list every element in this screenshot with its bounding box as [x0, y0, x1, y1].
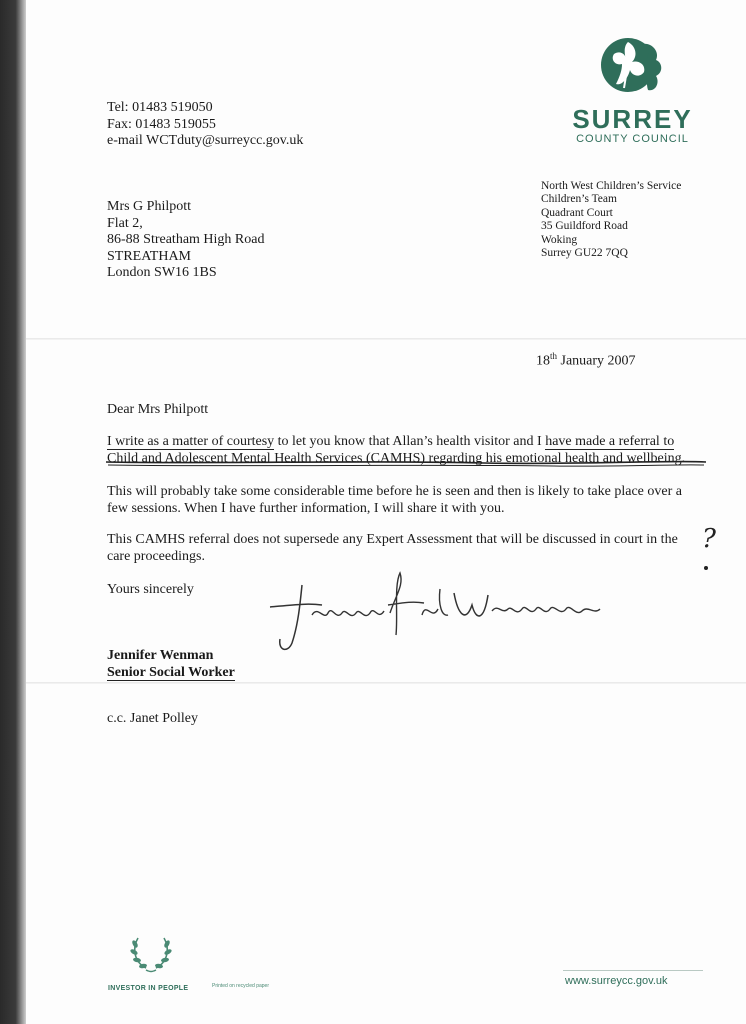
address-line: Flat 2, — [107, 215, 143, 231]
recipient-address — [107, 199, 264, 282]
address-line: Quadrant Court — [541, 206, 613, 219]
handwritten-signature — [262, 565, 607, 660]
website-link: www.surreycc.gov.uk — [565, 975, 668, 987]
letter-date — [536, 351, 636, 370]
address-line: Children’s Team — [541, 193, 617, 206]
address-line: STREATHAM — [107, 248, 192, 264]
carbon-copy: c.c. Janet Polley — [107, 711, 198, 726]
underlined-phrase: have made a referral to — [545, 434, 675, 449]
date-month-year: January 2007 — [557, 353, 636, 369]
handwritten-question-mark: ? — [702, 524, 716, 554]
oak-leaf-icon — [598, 30, 668, 100]
date-day: 18 — [536, 353, 550, 369]
paper-fold — [26, 682, 746, 684]
laurel-wreath-icon — [128, 930, 174, 974]
footer-rule — [563, 970, 703, 971]
handwritten-dot — [704, 566, 708, 570]
paragraph-timeline: This will probably take some considerable time before he is seen and then is likely to take place over a few sessions. When I have further information, I will share it with you. — [107, 484, 682, 516]
scan-edge — [0, 0, 26, 1024]
handwritten-underline — [104, 450, 708, 470]
signer-block — [107, 648, 235, 681]
underlined-phrase: I write as a matter of courtesy — [107, 434, 275, 449]
address-line: Woking — [541, 233, 578, 246]
recycled-paper-note: Printed on recycled paper — [212, 983, 269, 989]
salutation: Dear Mrs Philpott — [107, 402, 209, 417]
address-line: London SW16 1BS — [107, 265, 217, 280]
contact-block — [107, 100, 303, 150]
council-name: SURREY — [572, 104, 693, 134]
closing: Yours sincerely — [107, 582, 194, 597]
council-subtitle: COUNTY COUNCIL — [576, 133, 689, 145]
address-line: Mrs G Philpott — [107, 199, 192, 214]
underlined-phrase: Child and Adolescent Mental Health Services (CAMHS) regarding his emotional health and wellbeing. — [107, 450, 686, 466]
address-line: 86-88 Streatham High Road — [107, 232, 265, 247]
signer-name: Jennifer Wenman — [107, 648, 214, 663]
paragraph-assessment: This CAMHS referral does not supersede any Expert Assessment that will be discussed in court in the care proceedings. — [107, 532, 678, 564]
paper-fold — [26, 338, 746, 340]
text-run: to let you know that Allan’s health visitor and I — [274, 434, 546, 449]
sender-address — [541, 180, 681, 260]
iip-label: INVESTOR IN PEOPLE — [108, 985, 189, 992]
address-line: 35 Guildford Road — [541, 220, 628, 233]
surrey-logo — [560, 30, 705, 145]
address-line: Surrey GU22 7QQ — [541, 247, 628, 260]
email-address: e-mail WCTduty@surreycc.gov.uk — [107, 133, 304, 148]
date-suffix: th — [550, 351, 558, 361]
phone-number: Tel: 01483 519050 — [107, 100, 213, 115]
address-line: North West Children’s Service — [541, 180, 682, 192]
fax-number: Fax: 01483 519055 — [107, 116, 216, 132]
signer-title: Senior Social Worker — [107, 664, 235, 680]
investor-in-people-logo — [108, 930, 218, 992]
